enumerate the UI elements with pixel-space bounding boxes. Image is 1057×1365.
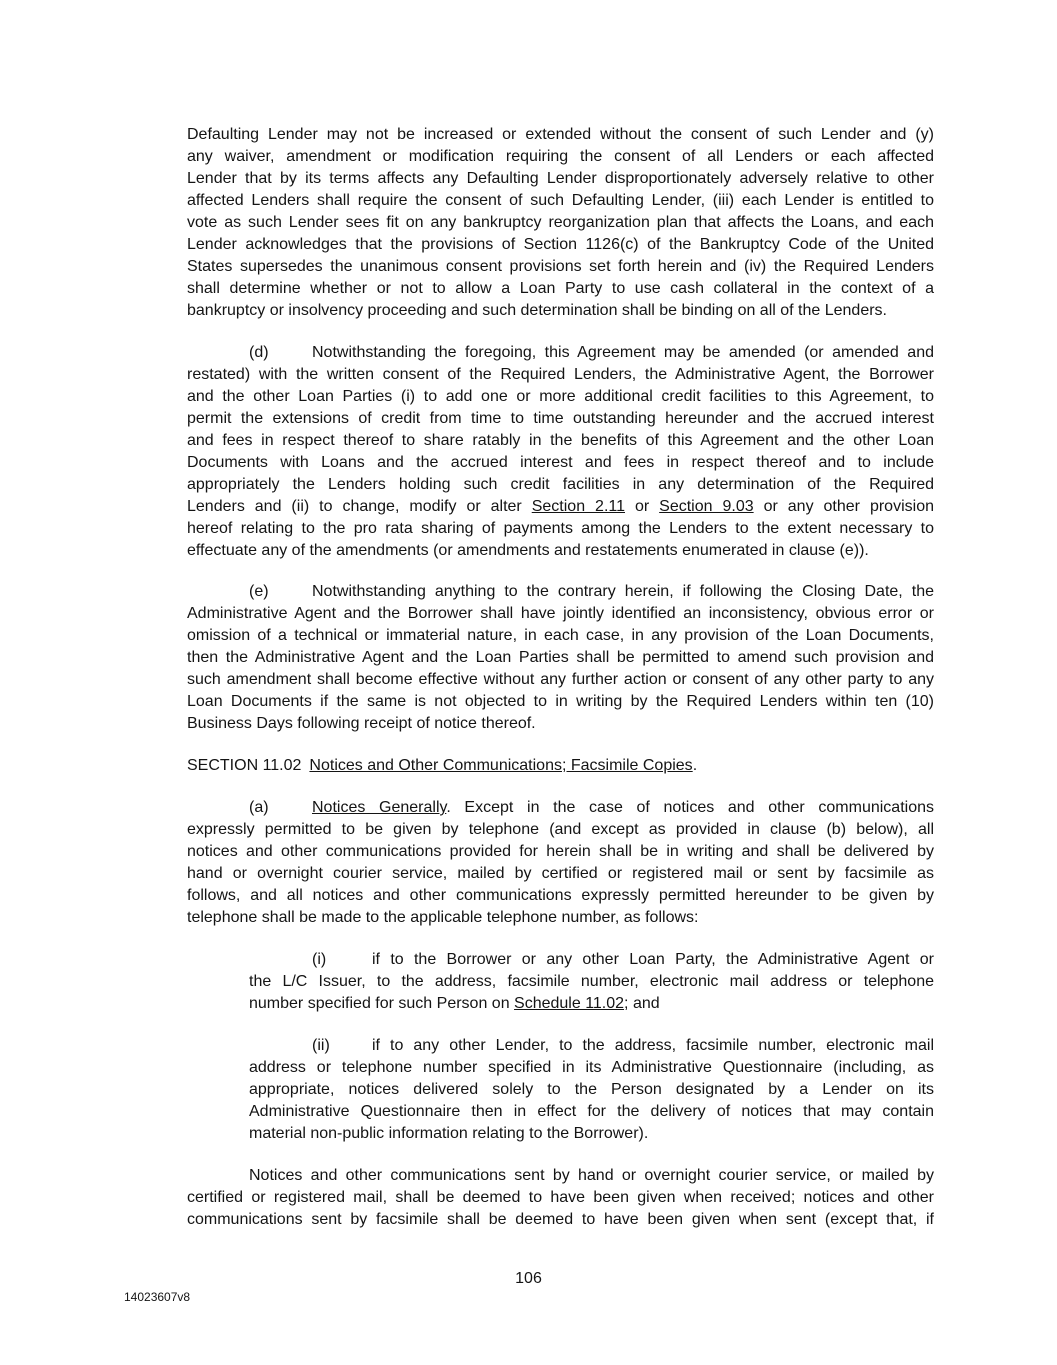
document-id: 14023607v8 (124, 1290, 191, 1304)
text-line (249, 993, 934, 1015)
text-line: Lender that by its terms affects any Defaulting Lender disproportionately adversely relative to other (187, 170, 934, 187)
text-line: follows, and all notices and other communications expressly permitted hereunder to be given by (187, 887, 934, 904)
text-line: communications sent by facsimile shall be deemed to have been given when sent (except that, if (187, 1211, 934, 1228)
paragraph-e (187, 581, 934, 735)
section-reference: Section 9.03 (659, 498, 754, 515)
subparagraph-i (249, 949, 934, 1015)
text-run: Notwithstanding the foregoing, this Agreement may be amended (or amended and (312, 344, 934, 361)
section-title: Notices and Other Communications; Facsimile Copies (309, 757, 693, 774)
clause-label: (d) (249, 344, 269, 361)
paragraph-notices-delivery (187, 1165, 934, 1231)
text-line: effectuate any of the amendments (or amendments and restatements enumerated in clause (e)). (187, 542, 869, 559)
section-heading (187, 755, 934, 777)
text-line: Administrative Agent and the Borrower shall have jointly identified an inconsistency, obvious error or (187, 605, 934, 622)
text-line: Defaulting Lender may not be increased or extended without the consent of such Lender and (y) (187, 126, 934, 143)
text-line: appropriately the Lenders holding such credit facilities in any determination of the Required (187, 476, 934, 493)
text-line: Lender acknowledges that the provisions of Section 1126(c) of the Bankruptcy Code of the United (187, 236, 934, 253)
page-number: 106 (515, 1270, 542, 1287)
text-line: expressly permitted to be given by telephone (and except as provided in clause (b) below), all (187, 821, 934, 838)
text-line: appropriate, notices delivered solely to the Person designated by a Lender on its (249, 1081, 934, 1098)
text-line: hereof relating to the pro rata sharing of payments among the Lenders to the extent necessary to (187, 520, 934, 537)
text-line: Business Days following receipt of notice thereof. (187, 715, 536, 732)
text-line: permit the extensions of credit from time to time outstanding hereunder and the accrued interest (187, 410, 934, 427)
text-line: notices and other communications provided for herein shall be in writing and shall be delivered by (187, 843, 934, 860)
text-line: States supersedes the unanimous consent provisions set forth herein and (iv) the Required Lenders (187, 258, 934, 275)
text-line: any waiver, amendment or modification requiring the consent of all Lenders or each affected (187, 148, 934, 165)
text-line (187, 797, 934, 819)
schedule-reference: Schedule 11.02 (514, 995, 625, 1012)
text-line: shall determine whether or not to allow a Loan Party to use cash collateral in the context of a (187, 280, 934, 297)
text-line: Loan Documents if the same is not objected to in writing by the Required Lenders within ten (10) (187, 693, 934, 710)
text-run: if to the Borrower or any other Loan Party, the Administrative Agent or (372, 951, 934, 968)
text-line: Documents with Loans and the accrued interest and fees in respect thereof and to include (187, 454, 934, 471)
text-run: . Except in the case of notices and other communications (446, 799, 934, 816)
heading-period: . (692, 757, 698, 774)
text-line: restated) with the written consent of the Required Lenders, the Administrative Agent, the Borrower (187, 366, 934, 383)
text-line: material non-public information relating to the Borrower). (249, 1125, 649, 1142)
text-line (249, 1035, 934, 1057)
text-run: if to any other Lender, to the address, facsimile number, electronic mail (372, 1037, 934, 1054)
subparagraph-ii (249, 1035, 934, 1145)
clause-heading: Notices Generally (312, 799, 447, 816)
text-line (249, 949, 934, 971)
text-line: hand or overnight courier service, mailed by certified or registered mail or sent by facsimile as (187, 865, 934, 882)
heading-line (187, 755, 934, 777)
text-run: Notwithstanding anything to the contrary herein, if following the Closing Date, the (312, 583, 934, 600)
text-line: and the other Loan Parties (i) to add one or more additional credit facilities to this Agreement, to (187, 388, 934, 405)
text-run: or (625, 498, 660, 515)
clause-label: (e) (249, 583, 269, 600)
text-line: then the Administrative Agent and the Loan Parties shall be permitted to amend such provision and (187, 649, 934, 666)
text-line: Notices and other communications sent by hand or overnight courier service, or mailed by (249, 1167, 934, 1184)
text-line: vote as such Lender sees fit on any bankruptcy reorganization plan that affects the Loans, and each (187, 214, 934, 231)
section-reference: Section 2.11 (531, 498, 625, 515)
text-line: Administrative Questionnaire then in effect for the delivery of notices that may contain (249, 1103, 934, 1120)
text-line: telephone shall be made to the applicable telephone number, as follows: (187, 909, 699, 926)
text-line: the L/C Issuer, to the address, facsimile number, electronic mail address or telephone (249, 973, 934, 990)
clause-label: (a) (249, 799, 269, 816)
paragraph-c-continuation (187, 124, 934, 322)
clause-label: (i) (312, 951, 327, 968)
text-line (187, 496, 934, 518)
text-line: omission of a technical or immaterial nature, in each case, in any provision of the Loan Documents, (187, 627, 934, 644)
text-line (187, 342, 934, 364)
text-line: such amendment shall become effective without any further action or consent of any other party to any (187, 671, 934, 688)
text-run: number specified for such Person on (249, 995, 515, 1012)
section-number: SECTION 11.02 (187, 757, 302, 774)
text-line: address or telephone number specified in its Administrative Questionnaire (including, as (249, 1059, 934, 1076)
text-run: or any other provision (753, 498, 934, 515)
text-line: affected Lenders shall require the consent of such Defaulting Lender, (iii) each Lender is entitled to (187, 192, 934, 209)
text-line (187, 581, 934, 603)
text-run: Lenders and (ii) to change, modify or alter (187, 498, 532, 515)
text-line: and fees in respect thereof to share ratably in the benefits of this Agreement and the other Loan (187, 432, 934, 449)
clause-label: (ii) (312, 1037, 330, 1054)
paragraph-d (187, 342, 934, 562)
text-line: bankruptcy or insolvency proceeding and such determination shall be binding on all of the Lenders. (187, 302, 887, 319)
text-run: ; and (624, 995, 660, 1012)
paragraph-a (187, 797, 934, 929)
text-line: certified or registered mail, shall be deemed to have been given when received; notices and other (187, 1189, 934, 1206)
